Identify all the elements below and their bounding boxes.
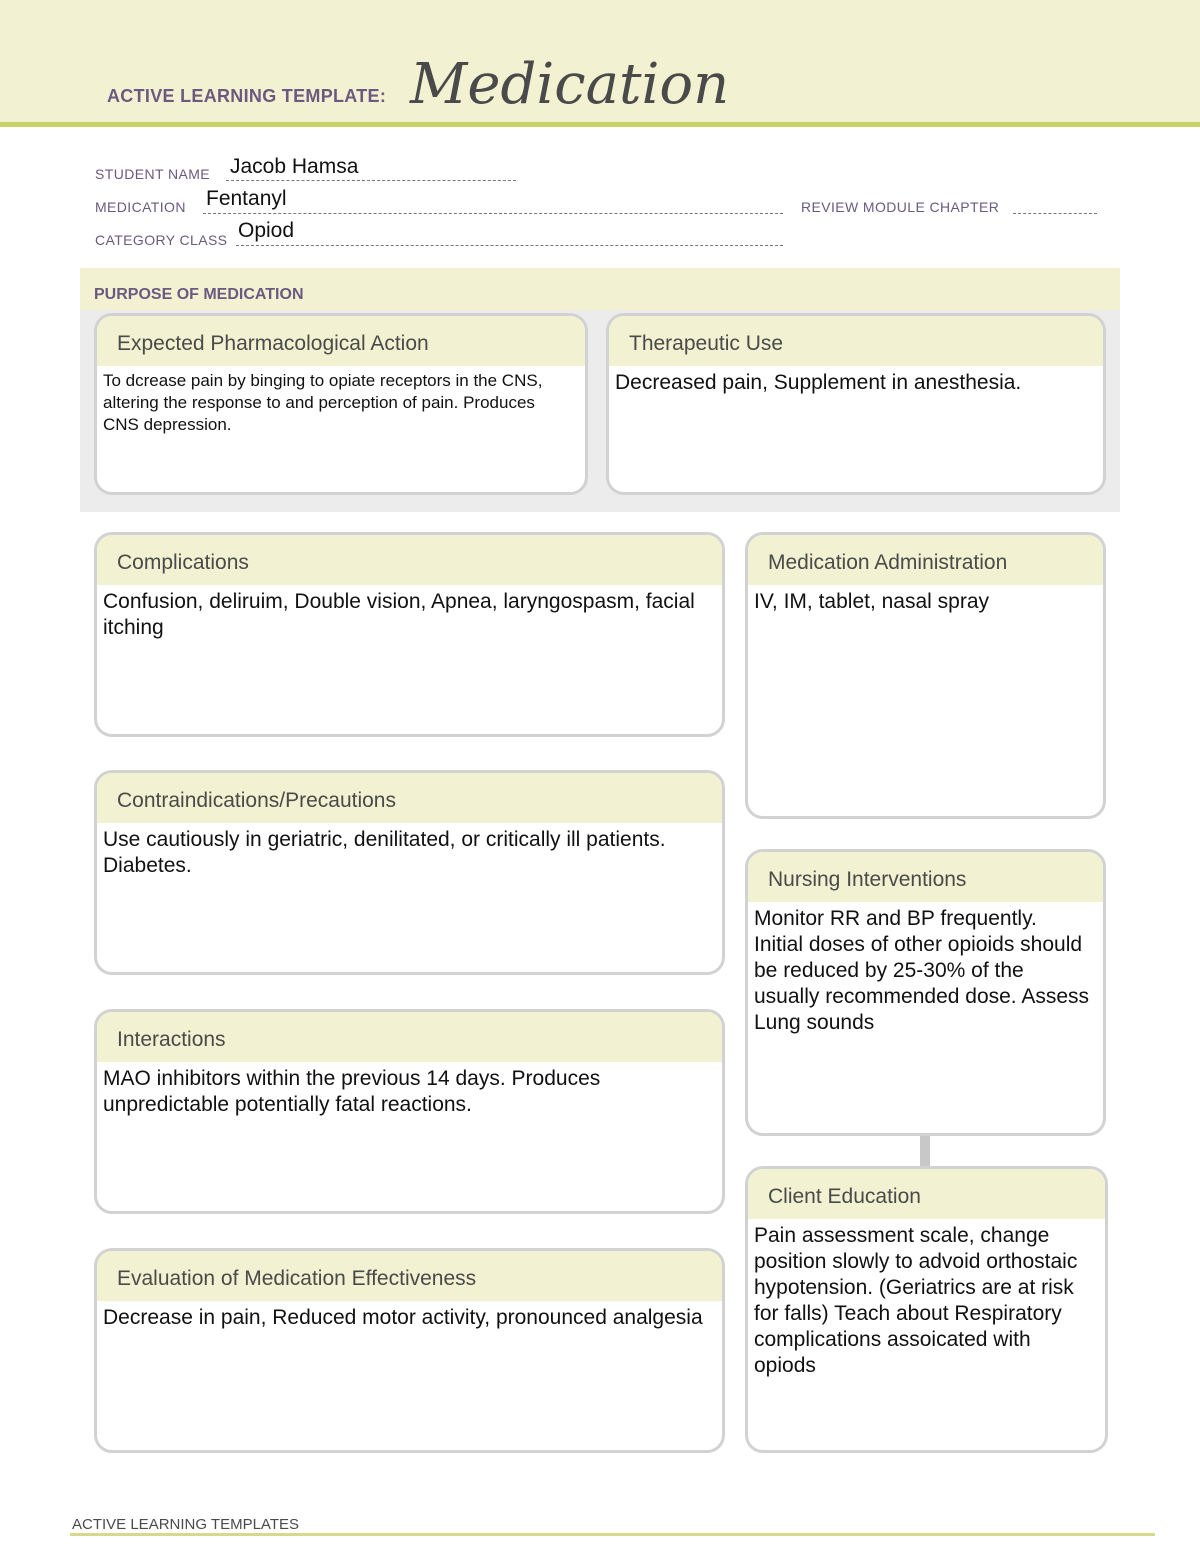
footer-divider: [70, 1533, 1155, 1536]
client-education-box: [745, 1166, 1108, 1453]
interactions-text[interactable]: MAO inhibitors within the previous 14 days. Produces unpredictable potentially fatal reactions.: [103, 1067, 601, 1116]
contraindications-title: Contraindications/Precautions: [97, 773, 722, 823]
expected-action-box: [94, 313, 588, 495]
evaluation-box: [94, 1248, 725, 1453]
therapeutic-use-title: Therapeutic Use: [609, 316, 1103, 366]
medication-line: [203, 213, 783, 214]
expected-action-text[interactable]: To dcrease pain by binging to opiate receptors in the CNS, altering the response to and perception of pain. Produces CNS depression.: [103, 371, 543, 434]
student-name-label: STUDENT NAME: [95, 166, 210, 182]
footer-label: ACTIVE LEARNING TEMPLATES: [72, 1516, 299, 1533]
administration-title: Medication Administration: [748, 535, 1103, 585]
client-education-title: Client Education: [748, 1169, 1105, 1219]
contraindications-text[interactable]: Use cautiously in geriatric, denilitated, or critically ill patients. Diabetes.: [103, 828, 666, 877]
nursing-title: Nursing Interventions: [748, 852, 1103, 902]
category-class-label: CATEGORY CLASS: [95, 232, 228, 248]
category-class-field[interactable]: Opiod: [238, 219, 295, 242]
student-name-line: [226, 180, 516, 181]
complications-box: [94, 532, 725, 737]
review-module-field[interactable]: [1013, 213, 1097, 214]
category-class-line: [236, 245, 783, 246]
nursing-box: [745, 849, 1106, 1136]
template-label: ACTIVE LEARNING TEMPLATE:: [107, 86, 387, 106]
administration-box: [745, 532, 1106, 819]
page-title: Medication: [410, 52, 730, 117]
review-module-label: REVIEW MODULE CHAPTER: [801, 199, 1000, 215]
expected-action-title: Expected Pharmacological Action: [97, 316, 585, 366]
interactions-box: [94, 1009, 725, 1214]
therapeutic-use-text[interactable]: Decreased pain, Supplement in anesthesia.: [615, 371, 1022, 394]
client-education-text[interactable]: Pain assessment scale, change position slowly to advoid orthostaic hypotension. (Geriatrics are at risk for falls) Teach about Respiratory complications assoicated with opiods: [754, 1224, 1078, 1377]
complications-text[interactable]: Confusion, deliruim, Double vision, Apnea, laryngospasm, facial itching: [103, 590, 695, 639]
administration-text[interactable]: IV, IM, tablet, nasal spray: [754, 590, 990, 613]
purpose-label: PURPOSE OF MEDICATION: [94, 286, 304, 303]
therapeutic-use-box: [606, 313, 1106, 495]
medication-field[interactable]: Fentanyl: [206, 187, 287, 210]
contraindications-box: [94, 770, 725, 975]
connector-bar: [920, 1136, 930, 1166]
student-name-field[interactable]: Jacob Hamsa: [230, 155, 359, 178]
complications-title: Complications: [97, 535, 722, 585]
evaluation-text[interactable]: Decrease in pain, Reduced motor activity, pronounced analgesia: [103, 1306, 703, 1329]
nursing-text[interactable]: Monitor RR and BP frequently. Initial doses of other opioids should be reduced by 25-30% of the usually recommended dose. Assess Lung sounds: [754, 907, 1090, 1034]
evaluation-title: Evaluation of Medication Effectiveness: [97, 1251, 722, 1301]
interactions-title: Interactions: [97, 1012, 722, 1062]
medication-label: MEDICATION: [95, 199, 186, 215]
